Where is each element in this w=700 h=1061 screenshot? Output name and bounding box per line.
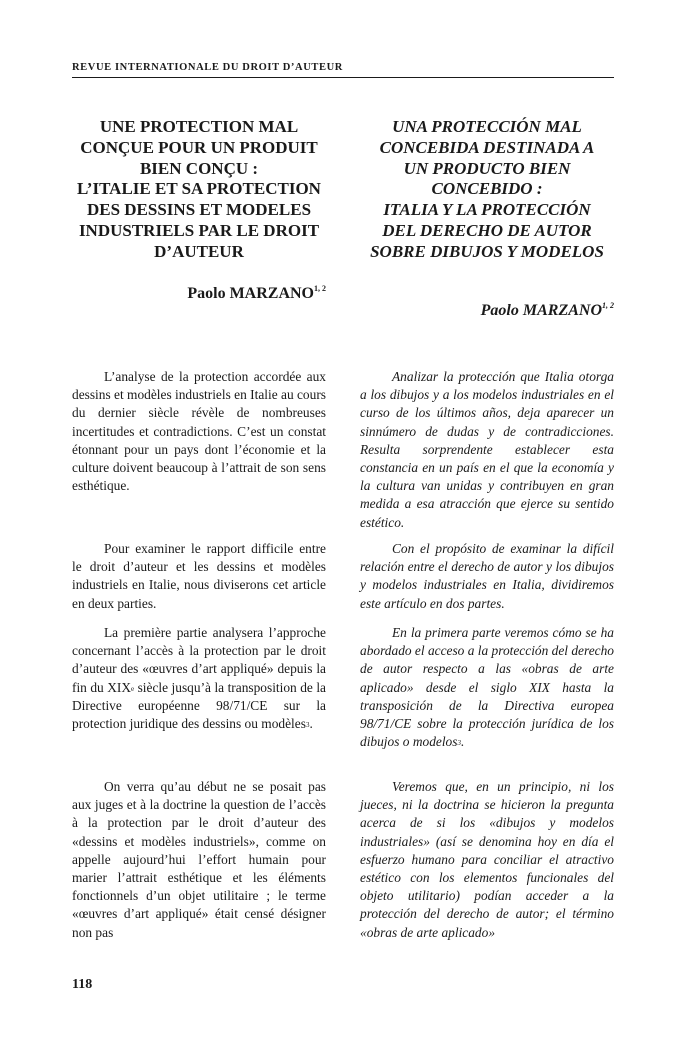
- title-line: DEL DERECHO DE AUTOR: [382, 220, 592, 240]
- paragraph-spanish-1: Analizar la protección que Italia otorga a los dibujos y a los modelos industriales en el curso de los últimos años, deja aparecer un sinnúmero de dudas y de contradicciones. Resulta sorprendente establecer esta constancia en un país en el que la economía y la cultura van unidas y contribuyen en gran medida a esa atracción que ejerce su sentido estético.: [360, 369, 614, 530]
- title-line: UNA PROTECCIÓN MAL: [392, 117, 582, 136]
- paragraph-spanish-4: Veremos que, en un principio, ni los jueces, ni la doctrina se hicieron la pregunta acerca de si los «dibujos y modelos industriales» (así se denomina hoy en día el esfuerzo humano para conciliar el atractivo estético con los elementos funcionales del objeto utilitario) podían acceder a la protección del derecho de autor; el término «obras de arte aplicado»: [360, 779, 614, 940]
- title-line: UNE PROTECTION MAL: [99, 117, 299, 136]
- ordinal-suffix: e: [131, 684, 135, 693]
- title-line: D’AUTEUR: [154, 241, 244, 261]
- paragraph-spanish-2: Con el propósito de examinar la difícil relación entre el derecho de autor y los dibujos y modelos industriales en Italia, dividiremos este artículo en dos partes.: [360, 541, 614, 611]
- author-name: Paolo MARZANO: [480, 302, 602, 319]
- paragraph-french-3: La première partie analysera l’approche concernant l’accès à la protection par le droit d’auteur des «œuvres d’art appliqué» depuis la fin du XIXe siècle jusqu’à la transposition de la Directive européenne 98/71/CE sur la protection juridique des dessins ou modèles$^3$.: [72, 625, 327, 732]
- author-name: Paolo MARZANO: [187, 285, 314, 302]
- paragraph-text: En la primera parte veremos cómo se ha abordado el acceso a la protección del derecho de autor respecto a las «obras de arte aplicado» desde el siglo XIX hasta la transposición de la Directiva europea 98/71/CE sobre la protección jurídica de los dibujos o modelos: [360, 625, 614, 750]
- title-line: UN PRODUCTO BIEN: [403, 158, 571, 178]
- title-line: CONCEBIDA DESTINADA A: [379, 137, 595, 157]
- title-line: BIEN CONÇU :: [139, 158, 259, 178]
- paragraph-spanish-3: En la primera parte veremos cómo se ha abordado el acceso a la protección del derecho de autor respecto a las «obras de arte aplicado» desde el siglo XIX hasta la transposición de la Directiva europea 98/71/CE sobre la protección jurídica de los dibujos o modelos$^3$.: [360, 625, 614, 750]
- footnote-ref: 3: [305, 721, 310, 730]
- author-french: [72, 285, 326, 303]
- page-number: 118: [72, 977, 93, 992]
- running-head: REVUE INTERNATIONALE DU DROIT D’AUTEUR: [72, 62, 343, 73]
- paragraph-french-1: L’analyse de la protection accordée aux dessins et modèles industriels en Italie au cours du dernier siècle révèle de nombreuses incertitudes et contradictions. C’est un constat étonnant pour un pays dont l’économie et la culture doivent beaucoup à l’attrait de son sens esthétique.: [72, 369, 326, 494]
- paragraph-french-4: On verra qu’au début ne se posait pas aux juges et à la doctrine la question de l’accès à la protection par le droit d’auteur des «dessins et modèles industriels», comme on appelle aujourd’hui l’effort humain pour marier l’attrait esthétique et les éléments fonctionnels d’un objet utilitaire ; le terme «œuvres d’art appliqué» était censé désigner non pas: [72, 779, 326, 940]
- author-footnote-ref: 1, 2: [314, 284, 326, 293]
- header-rule: [72, 77, 614, 78]
- title-spanish: [360, 117, 614, 263]
- title-french: [72, 117, 326, 263]
- paragraph-text: La première partie analysera l’approche concernant l’accès à la protection par le droit d’auteur des «œuvres d’art appliqué» depuis la fin du XIXe siècle jusqu’à la transposition de la Directive européenne 98/71/CE sur la protection juridique des dessins ou modèles: [72, 625, 327, 732]
- title-line: DES DESSINS ET MODELES: [86, 200, 312, 220]
- title-line: CONCEBIDO :: [431, 179, 543, 199]
- author-footnote-ref: 1, 2: [602, 301, 614, 310]
- title-line: CONÇUE POUR UN PRODUIT: [80, 137, 318, 157]
- author-spanish: [360, 302, 614, 320]
- title-line: INDUSTRIELS PAR LE DROIT: [78, 220, 320, 240]
- title-line: L’ITALIE ET SA PROTECTION: [77, 179, 321, 199]
- paragraph-french-2: Pour examiner le rapport difficile entre le droit d’auteur et les dessins et modèles industriels en Italie, nous diviserons cet article en deux parties.: [72, 541, 326, 611]
- title-line: ITALIA Y LA PROTECCIÓN: [383, 200, 591, 220]
- title-line: SOBRE DIBUJOS Y MODELOS: [370, 241, 604, 261]
- footnote-ref: 3: [457, 739, 461, 748]
